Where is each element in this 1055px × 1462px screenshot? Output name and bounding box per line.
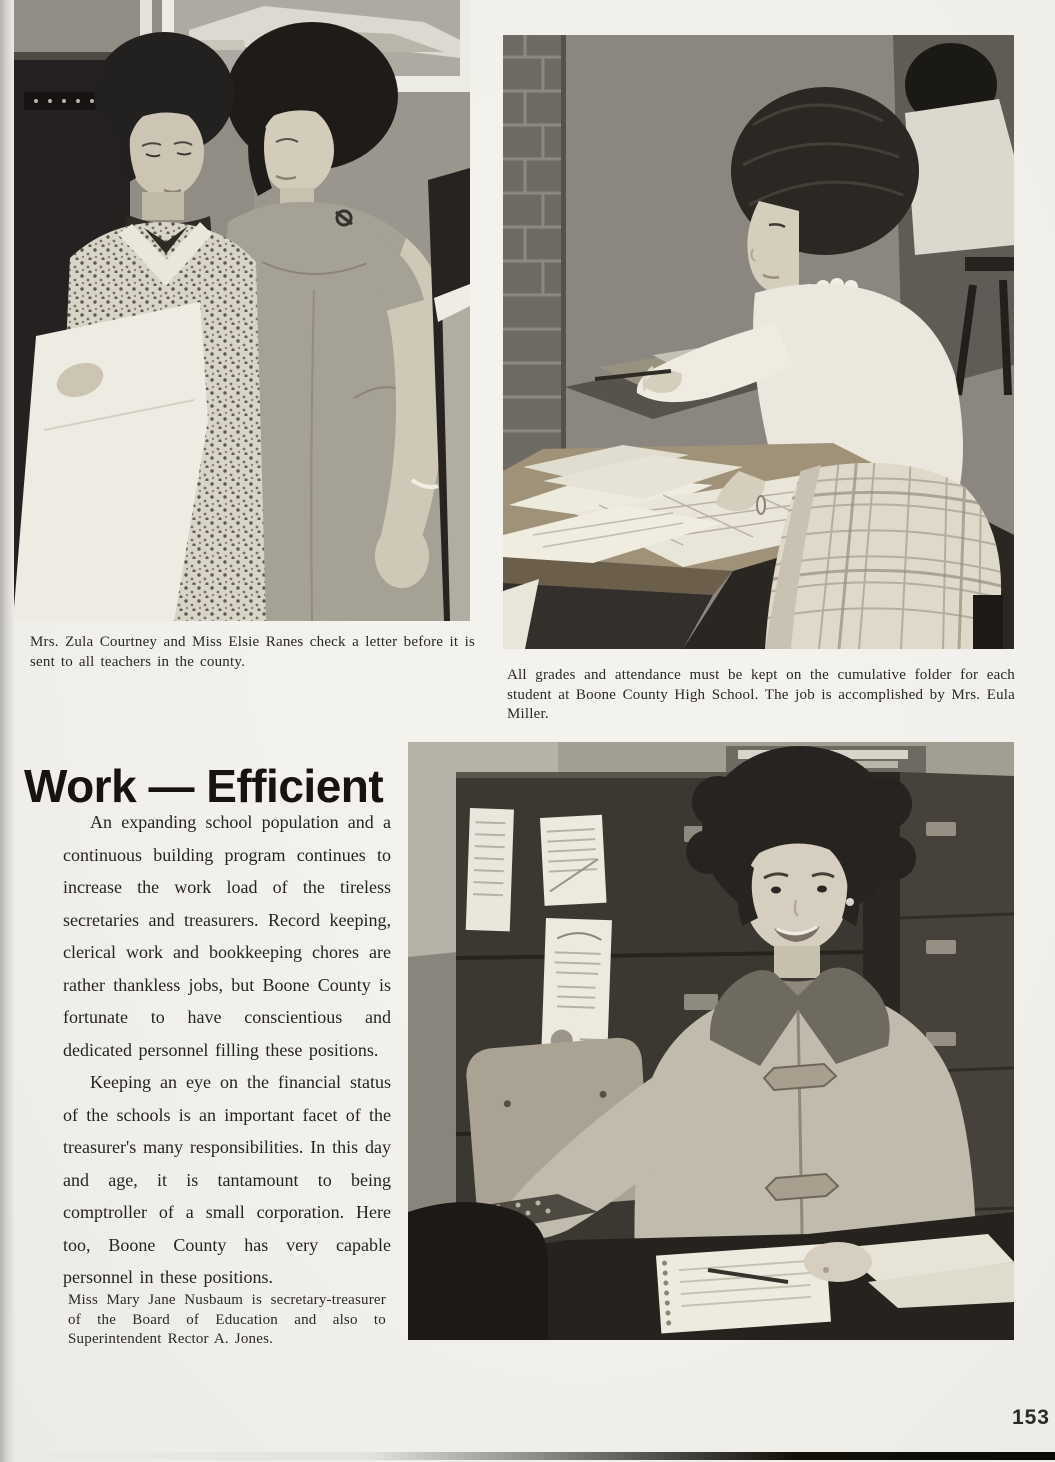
page-headline: Work — Efficient — [24, 759, 384, 812]
photo-courtney-ranes — [14, 0, 470, 621]
page-gutter-shadow — [0, 0, 15, 1462]
ring — [823, 1267, 829, 1273]
article-body — [63, 806, 391, 1294]
earring — [846, 898, 854, 906]
page-number: 153 — [1011, 1406, 1050, 1429]
photo-mary-jane-nusbaum-art — [408, 742, 1014, 1340]
photo-eula-miller-art — [503, 35, 1014, 649]
photo-mary-jane-nusbaum — [408, 742, 1014, 1340]
article-paragraph-1: An expanding school population and a continuous building program continues to increase the work load of the tireless secretaries and treasurers. Record keeping, clerical work and bookkeeping chores are rather thankless jobs, but Boone County is fortunate to have conscientious and dedicated personnel filling these positions. — [63, 812, 391, 1060]
caption-mary-jane-nusbaum: Miss Mary Jane Nusbaum is secretary-treasurer of the Board of Education and also to Superintendent Rector A. Jones. — [68, 1292, 386, 1347]
photo-eula-miller — [503, 35, 1014, 649]
caption-eula-miller: All grades and attendance must be kept on the cumulative folder for each student at Boone County High School. The job is accomplished by Mrs. Eula Miller. — [507, 667, 1015, 722]
page-bottom-edge-shadow — [0, 1452, 1055, 1460]
letter-paper — [14, 302, 208, 621]
photo-courtney-ranes-art — [14, 0, 470, 621]
caption-courtney-ranes: Mrs. Zula Courtney and Miss Elsie Ranes check a letter before it is sent to all teachers in the county. — [30, 634, 475, 670]
spiral-notebook — [656, 1244, 831, 1334]
wristwatch — [757, 496, 765, 514]
article-paragraph-2: Keeping an eye on the financial status of the schools is an important facet of the treasurer's many responsibilities. In this day and age, it is tantamount to being comptroller of a small corporation. Here too, Boone County has very capable personnel in these positions. — [63, 1072, 391, 1287]
